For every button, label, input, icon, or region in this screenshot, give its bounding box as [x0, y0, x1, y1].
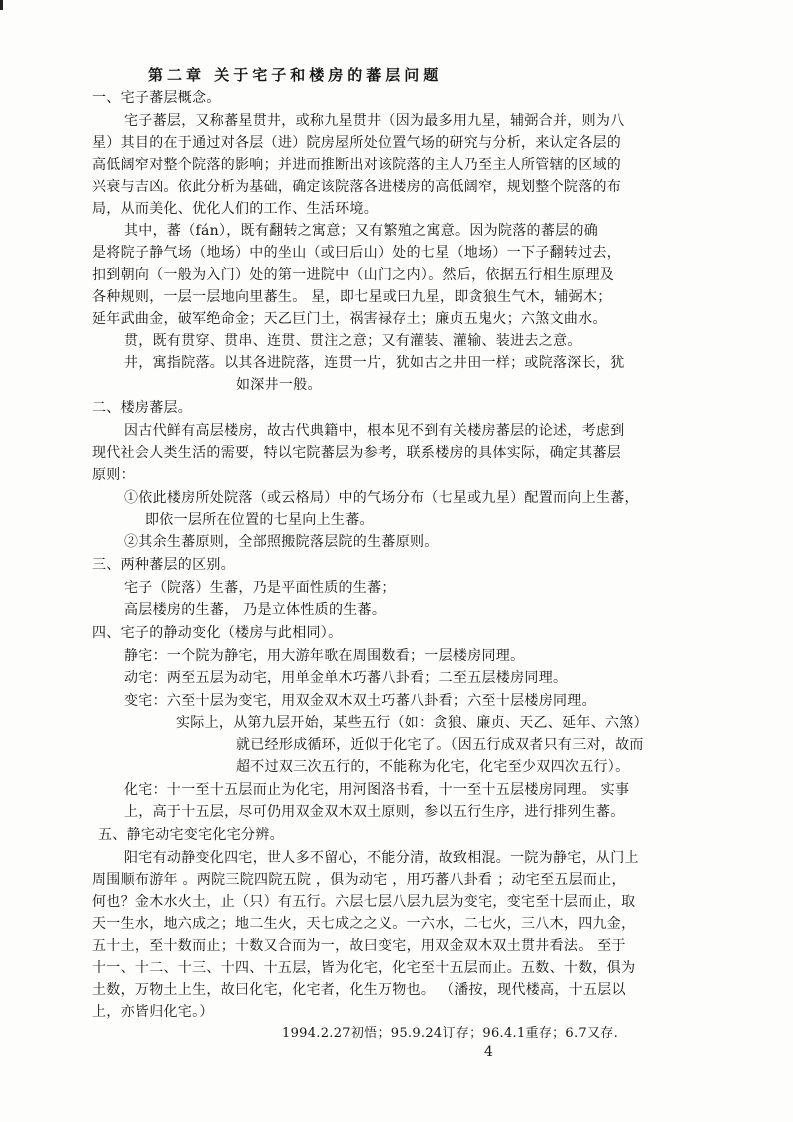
- section-heading-3: 三、两种蕃层的区别。: [92, 557, 235, 573]
- date-note: 1994.2.27初悟；95.9.24订存；96.4.1重存；6.7又存.: [282, 1026, 619, 1041]
- body-line: 局，从而美化、优化人们的工作、生活环境。: [92, 201, 378, 217]
- body-line: 上，高于十五层，尽可仍用双金双木双土原则，参以五行生序，进行排列生蕃。: [124, 804, 625, 820]
- body-line: 宅子蕃层，又称蕃星贯井，或称九星贯井（因为最多用九星，辅弼合并，则为八: [124, 113, 625, 129]
- body-line: ①依此楼房所处院落（或云格局）中的气场分布（七星或九星）配置而向上生蕃，: [124, 490, 639, 506]
- body-line: 变宅：六至十层为变宅，用双金双木双土巧蕃八卦看；六至十层楼房同理。: [124, 693, 596, 709]
- section-heading-4: 四、宅子的静动变化（楼房与此相同）。: [92, 625, 343, 641]
- body-line: 因古代鲜有高层楼房，故古代典籍中，根本见不到有关楼房蕃层的论述，考虑到: [124, 423, 625, 439]
- body-line: 现代社会人类生活的需要，特以宅院蕃层为参考，联系楼房的具体实际，确定其蕃层: [92, 445, 622, 461]
- body-line: 十一、十二、十三、十四、十五层，皆为化宅，化宅至十五层而止。五数、十数，俱为: [92, 960, 636, 976]
- body-line: 超不过双三次五行的，不能称为化宅，化宅至少双四次五行）。: [236, 759, 630, 775]
- body-line: 是将院子静气场（地场）中的坐山（或曰后山）处的七星（地场）一下子翻转过去，: [92, 245, 622, 261]
- body-line: 贯，既有贯穿、贯串、连贯、贯注之意；又有灌装、灌输、装进去之意。: [124, 333, 582, 349]
- body-line: 周围顺布游年 。两院三院四院五院 ，俱为动宅 ，用巧蕃八卦看 ；动宅至五层而止，: [92, 872, 626, 888]
- body-line: 何也？金木水火土，止（只）有五行。六层七层八层九层为变宅，变宅至十层而止，取: [92, 894, 636, 910]
- body-line: 实际上，从第九层开始，某些五行（如：贪狼、廉贞、天乙、延年、六煞）: [176, 715, 648, 731]
- body-line: 高层楼房的生蕃， 乃是立体性质的生蕃。: [124, 602, 387, 618]
- chapter-title: 第二章 关于宅子和楼房的蕃层问题: [148, 66, 443, 84]
- body-line: 即依一层所在位置的七星向上生蕃。: [145, 512, 374, 528]
- body-line: 如深井一般。: [236, 377, 322, 393]
- body-line: 宅子（院落）生蕃，乃是平面性质的生蕃；: [124, 580, 396, 596]
- body-line: 井，寓指院落。以其各进院落，连贯一片，犹如古之井田一样；或院落深长，犹: [124, 355, 625, 371]
- body-line: 上，亦皆归化宅。）: [92, 1004, 214, 1020]
- body-line: 五十土，至十数而止；十数又合而为一，故曰变宅，用双金双木双土贯井看法。 至于: [92, 938, 626, 954]
- body-line: 高低阔窄对整个院落的影响；并进而推断出对该院落的主人乃至主人所管辖的区域的: [92, 157, 622, 173]
- body-line: 延年武曲金，破军绝命金；天乙巨门土，祸害禄存土；廉贞五鬼火；六煞文曲水。: [92, 311, 607, 327]
- body-line: 原则：: [92, 467, 135, 483]
- body-line: 土数，万物土上生，故曰化宅，化宅者，化生万物也。 （潘按，现代楼高，十五层以: [92, 982, 626, 998]
- body-line: 阳宅有动静变化四宅，世人多不留心，不能分清，故致相混。一院为静宅，从门上: [124, 850, 639, 866]
- body-line: 扣到朝向（一般为入门）处的第一进院中（山门之内）。然后，依据五行相生原理及: [92, 267, 615, 283]
- section-heading-1: 一、宅子蕃层概念。: [92, 90, 221, 106]
- body-line: 化宅：十一至十五层而止为化宅，用河图洛书看，十一至十五层楼房同理。 实事: [124, 782, 630, 798]
- body-line: 静宅：一个院为静宅，用大游年歌在周围数看；一层楼房同理。: [124, 648, 525, 664]
- body-line: 就已经形成循环，近似于化宅了。（因五行成双者只有三对，故而: [236, 737, 644, 753]
- body-line: 动宅：两至五层为动宅，用单金单木巧蕃八卦看；二至五层楼房同理。: [124, 670, 568, 686]
- body-line: 天一生水，地六成之；地二生火，天七成之之义。一六水，二七火，三八木，四九金，: [92, 916, 636, 932]
- section-heading-2: 二、楼房蕃层。: [92, 400, 193, 416]
- section-heading-5: 五、静宅动宅变宅化宅分辨。: [98, 827, 284, 843]
- body-line: 其中，蕃（fán），既有翻转之寓意；又有繁殖之寓意。因为院落的蕃层的确: [124, 223, 599, 239]
- scan-mark: [0, 0, 3, 10]
- body-line: ②其余生蕃原则，全部照搬院落层院的生蕃原则。: [124, 534, 439, 550]
- body-line: 兴衰与吉凶。依此分析为基础，确定该院落各进楼房的高低阔窄，规划整个院落的布: [92, 179, 622, 195]
- body-line: 星）其目的在于通过对各层（进）院房屋所处位置气场的研究与分析，来认定各层的: [92, 135, 622, 151]
- page-number: 4: [484, 1044, 493, 1060]
- body-line: 各种规则，一层一层地向里蕃生。 星，即七星或曰九星，即贪狼生气木，辅弼木；: [92, 289, 612, 305]
